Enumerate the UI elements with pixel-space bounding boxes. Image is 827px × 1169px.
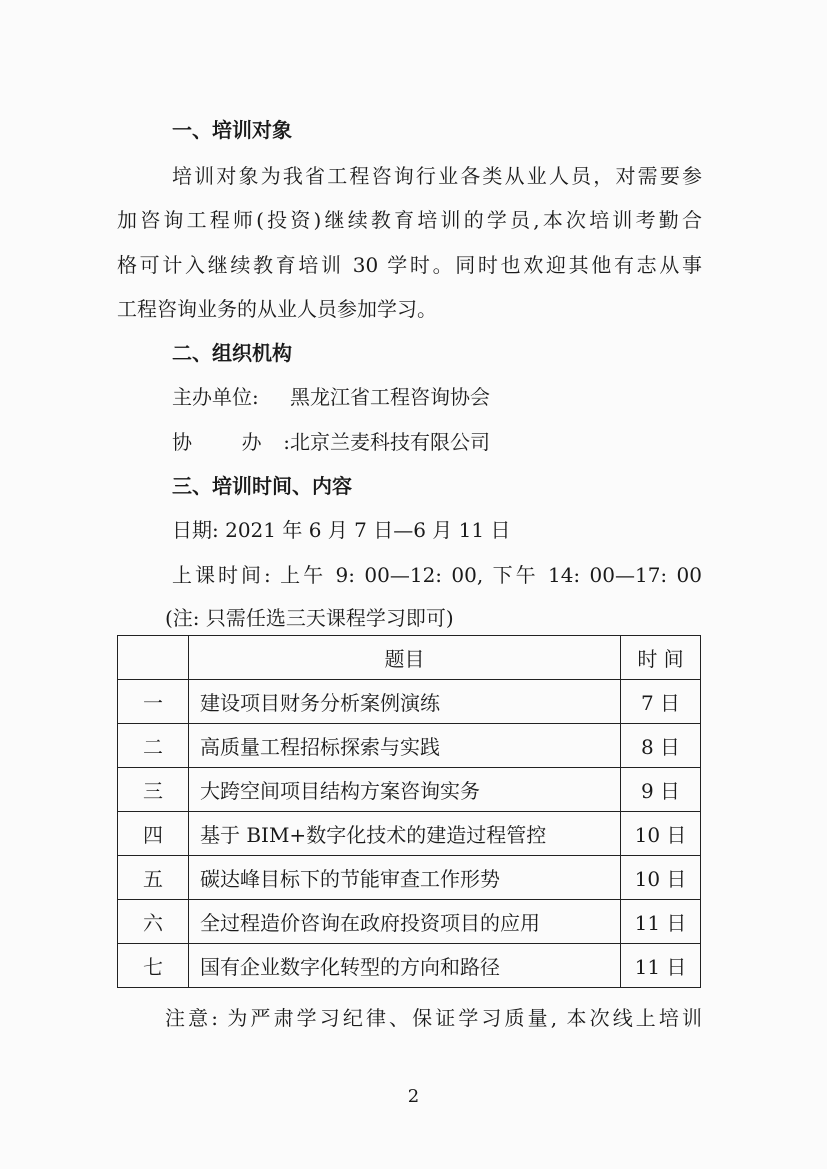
section1-line-1: 培训对象为我省工程咨询行业各类从业人员，对需要参 (172, 164, 702, 188)
row-number: 六 (118, 900, 189, 944)
row-time: 8 日 (621, 724, 701, 768)
row-topic: 大跨空间项目结构方案咨询实务 (189, 768, 621, 812)
row-number: 二 (118, 724, 189, 768)
co-host-value: 北京兰麦科技有限公司 (290, 430, 490, 454)
table-row (118, 944, 701, 988)
row-number: 四 (118, 812, 189, 856)
table-row (118, 768, 701, 812)
training-date: 日期: 2021 年 6 月 7 日—6 月 11 日 (172, 518, 511, 542)
row-number: 一 (118, 680, 189, 724)
host-value: 黑龙江省工程咨询协会 (290, 385, 490, 409)
table-header-row (118, 636, 701, 680)
row-topic: 全过程造价咨询在政府投资项目的应用 (189, 900, 621, 944)
course-selection-note: (注: 只需任选三天课程学习即可) (165, 606, 454, 630)
footer-note: 注意: 为严肃学习纪律、保证学习质量, 本次线上培训 (165, 1006, 702, 1030)
host-row (172, 383, 490, 411)
header-time: 时 间 (621, 636, 701, 680)
row-topic: 国有企业数字化转型的方向和路径 (189, 944, 621, 988)
header-number (118, 636, 189, 680)
table-row (118, 680, 701, 724)
row-number: 七 (118, 944, 189, 988)
section3-heading: 三、培训时间、内容 (172, 474, 352, 498)
row-topic: 基于 BIM+数字化技术的建造过程管控 (189, 812, 621, 856)
table-row (118, 900, 701, 944)
section1-line-4: 工程咨询业务的从业人员参加学习。 (117, 297, 437, 321)
row-time: 7 日 (621, 680, 701, 724)
row-number: 五 (118, 856, 189, 900)
section1-heading: 一、培训对象 (172, 118, 292, 142)
row-number: 三 (118, 768, 189, 812)
row-time: 11 日 (621, 900, 701, 944)
section1-line-3: 格可计入继续教育培训 30 学时。同时也欢迎其他有志从事 (117, 253, 702, 277)
row-topic: 碳达峰目标下的节能审查工作形势 (189, 856, 621, 900)
row-time: 10 日 (621, 856, 701, 900)
row-time: 11 日 (621, 944, 701, 988)
table-row (118, 812, 701, 856)
host-label: 主办单位: (172, 385, 259, 409)
row-time: 9 日 (621, 768, 701, 812)
page-number: 2 (407, 1086, 420, 1107)
row-topic: 高质量工程招标探索与实践 (189, 724, 621, 768)
row-topic: 建设项目财务分析案例演练 (189, 680, 621, 724)
class-time: 上课时间: 上午 9: 00—12: 00, 下午 14: 00—17: 00 (172, 563, 702, 587)
section1-line-2: 加咨询工程师(投资)继续教育培训的学员,本次培训考勤合 (117, 208, 702, 232)
co-host-label: 协 办: (172, 430, 290, 454)
table-row (118, 724, 701, 768)
header-topic: 题目 (189, 636, 621, 680)
table-row (118, 856, 701, 900)
co-host-row (172, 428, 490, 456)
course-schedule-table (117, 635, 701, 988)
section2-heading: 二、组织机构 (172, 341, 292, 365)
row-time: 10 日 (621, 812, 701, 856)
